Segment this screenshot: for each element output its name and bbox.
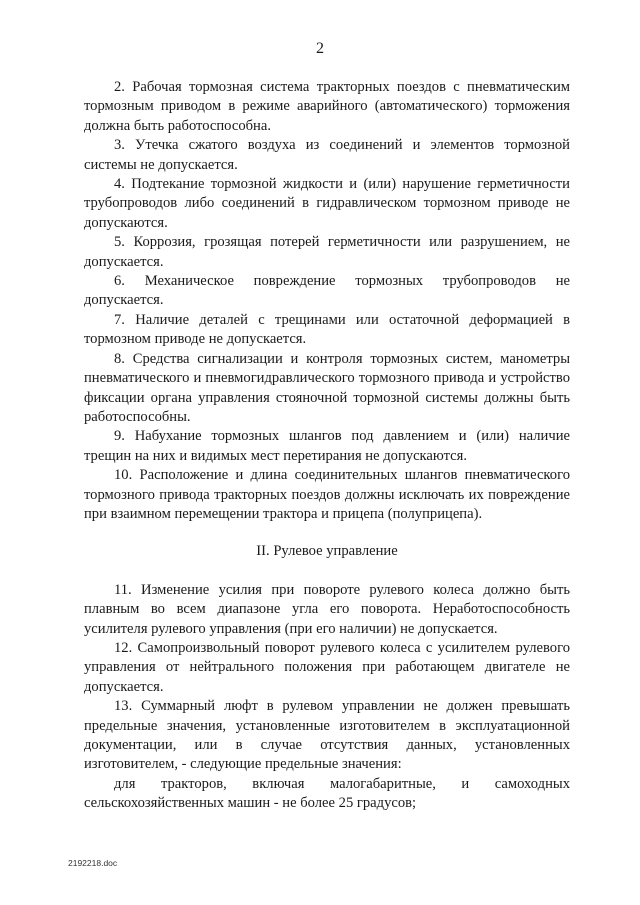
section-heading: II. Рулевое управление xyxy=(256,543,398,560)
paragraph-5: 5. Коррозия, грозящая потерей герметичности или разрушением, не допускается. xyxy=(84,234,570,270)
paragraph-12: 12. Самопроизвольный поворот рулевого колеса с усилителем рулевого управления от нейтрального положения при работающем двигателе не допускается. xyxy=(84,639,570,695)
paragraph-6: 6. Механическое повреждение тормозных трубопроводов не допускается. xyxy=(84,273,570,309)
paragraph-13: 13. Суммарный люфт в рулевом управлении не должен превышать предельные значения, установленные изготовителем в эксплуатационной документации, или в случае отсутствия данных, установленных изготовителем, - следующие предельные значения: xyxy=(84,698,570,773)
paragraph-8: 8. Средства сигнализации и контроля тормозных систем, манометры пневматического и пневмогидравлического тормозного привода и устройство фиксации органа управления стояночной тормозной системы должны быть работоспособны. xyxy=(84,350,570,425)
paragraph-3: 3. Утечка сжатого воздуха из соединений и элементов тормозной системы не допускается. xyxy=(84,137,570,173)
paragraph-4: 4. Подтекание тормозной жидкости и (или) нарушение герметичности трубопроводов либо соединений в гидравлическом тормозном приводе не допускаются. xyxy=(84,176,570,231)
paragraph-11: 11. Изменение усилия при повороте рулевого колеса должно быть плавным во всем диапазоне угла его поворота. Неработоспособность усилителя рулевого управления (при его наличии) не допускается. xyxy=(84,581,570,637)
paragraph-7: 7. Наличие деталей с трещинами или остаточной деформацией в тормозном приводе не допускается. xyxy=(84,311,570,348)
paragraph-13-item-tractors: для тракторов, включая малогабаритные, и самоходных сельскохозяйственных машин - не более 25 градусов; xyxy=(84,775,570,812)
paragraph-10: 10. Расположение и длина соединительных шлангов пневматического тормозного привода тракторных поездов должны исключать их повреждение при взаимном перемещении трактора и прицепа (полуприцепа). xyxy=(84,467,570,522)
paragraph-2: 2. Рабочая тормозная система тракторных поездов с пневматическим тормозным приводом в режиме аварийного (автоматического) торможения должна быть работоспособна. xyxy=(84,79,570,134)
footer-filename: 2192218.doc xyxy=(68,858,118,868)
page-number: 2 xyxy=(316,40,324,57)
paragraph-9: 9. Набухание тормозных шлангов под давлением и (или) наличие трещин на них и видимых мест перетирания не допускаются. xyxy=(84,428,570,464)
document-body xyxy=(84,78,570,814)
